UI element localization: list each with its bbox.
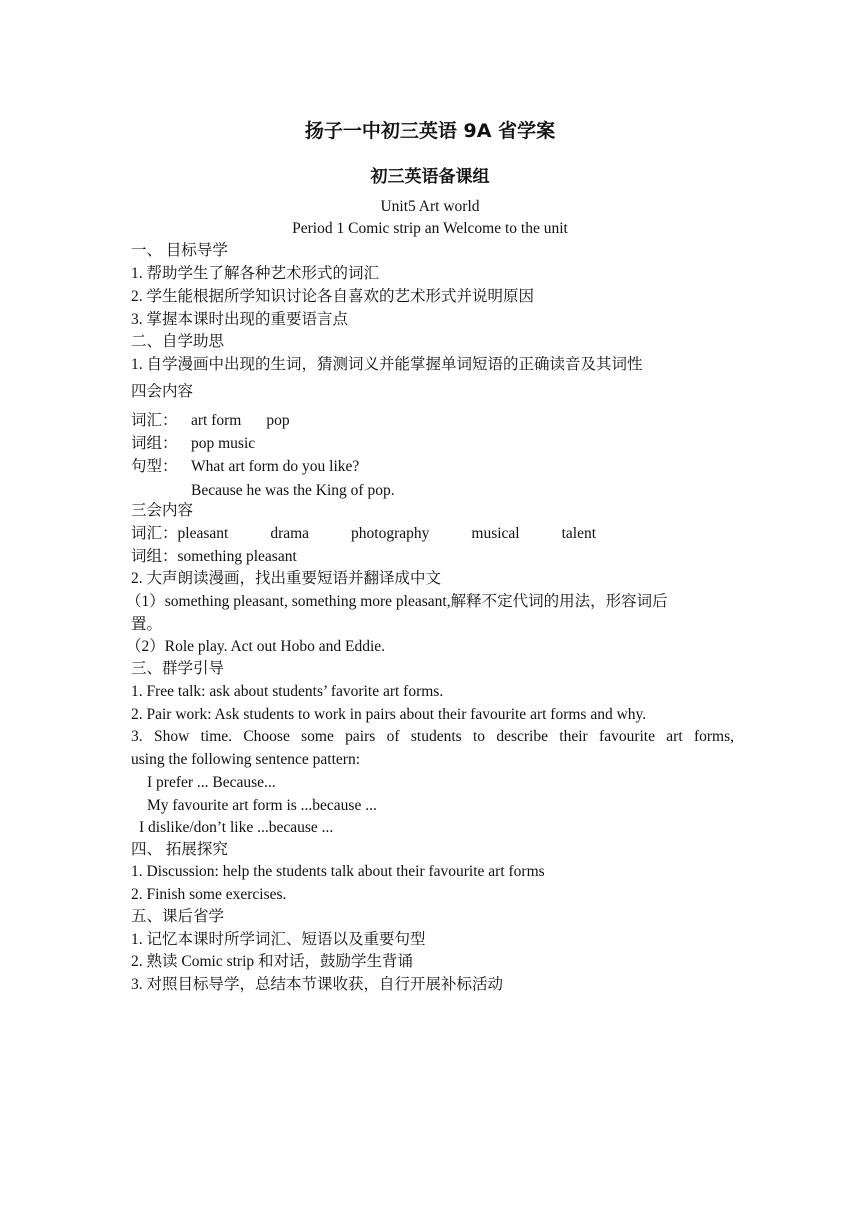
four-sentence-1: What art form do you like? [191, 458, 360, 475]
three-vocab-row [131, 524, 741, 544]
section-5-item-2: 2. 熟读 Comic strip 和对话，鼓励学生背诵 [131, 953, 414, 970]
three-skills-heading: 三会内容 [131, 502, 194, 519]
four-skills-heading: 四会内容 [131, 383, 194, 400]
section-4-item-1: 1. Discussion: help the students talk about their favourite art forms [131, 863, 545, 880]
section-4-item-2: 2. Finish some exercises. [131, 886, 287, 903]
four-vocab-row [131, 411, 741, 431]
section-2-item-2-1: （1）something pleasant, something more pleasant,解释不定代词的用法，形容词后 [126, 593, 668, 610]
document-title: 扬子一中初三英语 9A 省学案 [304, 120, 556, 142]
four-sentence-2: Because he was the King of pop. [191, 482, 395, 499]
section-5-item-3: 3. 对照目标导学，总结本节课收获，自行开展补标活动 [131, 976, 504, 993]
section-3-heading: 三、群学引导 [131, 660, 225, 677]
section-3-item-2: 2. Pair work: Ask students to work in pairs about their favourite art forms and why. [131, 706, 647, 723]
four-vocab-2: pop [266, 412, 290, 429]
section-2-item-2: 2. 大声朗读漫画，找出重要短语并翻译成中文 [131, 570, 442, 587]
three-vocab-3: photography [351, 525, 430, 542]
section-1-heading: 一、 目标导学 [131, 242, 228, 259]
section-2-item-2-1-cont: 置。 [131, 616, 163, 633]
four-phrase-label: 词组： [131, 435, 178, 452]
four-vocab-1: art form [191, 412, 242, 429]
period-title: Period 1 Comic strip an Welcome to the unit [292, 220, 568, 237]
section-2-item-2-2: （2）Role play. Act out Hobo and Eddie. [126, 638, 386, 655]
document-subtitle: 初三英语备课组 [370, 167, 490, 187]
sentence-pattern-2: My favourite art form is ...because ... [147, 797, 377, 814]
three-vocab-2: drama [270, 525, 310, 542]
section-1-item-1: 1. 帮助学生了解各种艺术形式的词汇 [131, 265, 380, 282]
four-phrase-row [131, 434, 741, 454]
section-2-item-1: 1. 自学漫画中出现的生词，猜测词义并能掌握单词短语的正确读音及其词性 [131, 356, 643, 373]
four-vocab-label: 词汇： [131, 412, 178, 429]
section-5-heading: 五、课后省学 [131, 908, 225, 925]
three-vocab-4: musical [471, 525, 520, 542]
section-1-item-3: 3. 掌握本课时出现的重要语言点 [131, 311, 349, 328]
three-phrase: something pleasant [177, 548, 297, 565]
four-sentence-label: 句型： [131, 458, 178, 475]
section-5-item-1: 1. 记忆本课时所学词汇、短语以及重要句型 [131, 931, 426, 948]
three-vocab-1: pleasant [177, 525, 229, 542]
unit-title: Unit5 Art world [380, 198, 480, 215]
three-phrase-label: 词组： [131, 548, 178, 565]
three-phrase-row [131, 547, 741, 567]
three-vocab-5: talent [561, 525, 597, 542]
section-4-heading: 四、 拓展探究 [131, 841, 228, 858]
sentence-pattern-1: I prefer ... Because... [147, 774, 276, 791]
section-3-item-3: 3. Show time. Choose some pairs of students to describe their favourite art forms, [131, 728, 734, 745]
section-3-item-3-cont: using the following sentence pattern: [131, 751, 360, 768]
four-sentence-row [131, 457, 741, 477]
section-3-item-1: 1. Free talk: ask about students’ favorite art forms. [131, 683, 444, 700]
section-2-heading: 二、自学助思 [131, 333, 225, 350]
section-1-item-2: 2. 学生能根据所学知识讨论各自喜欢的艺术形式并说明原因 [131, 288, 535, 305]
four-phrase: pop music [191, 435, 256, 452]
sentence-pattern-3: I dislike/don’t like ...because ... [139, 819, 334, 836]
three-vocab-label: 词汇： [131, 525, 178, 542]
